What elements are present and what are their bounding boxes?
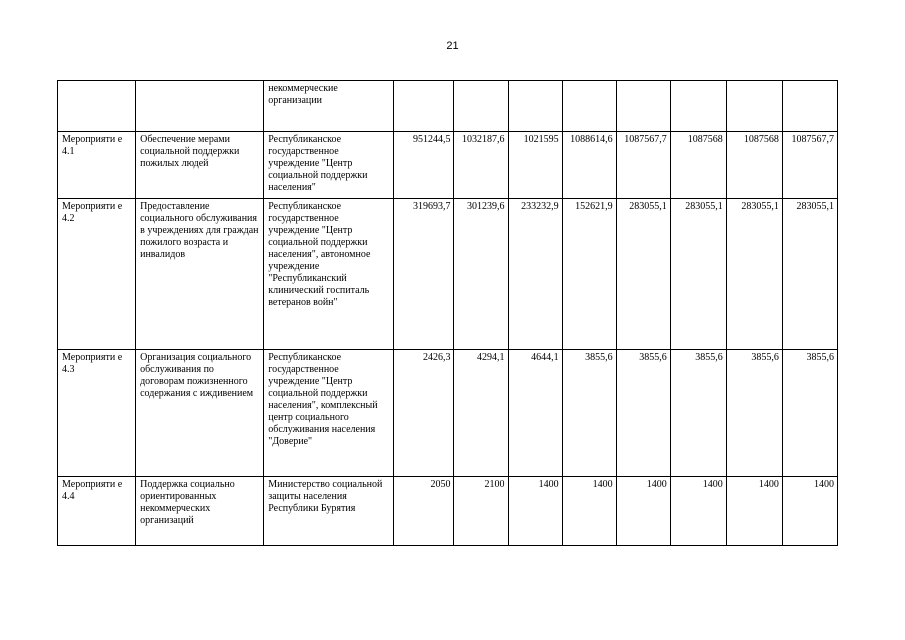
cell-value: 1400 xyxy=(726,477,782,546)
cell-executor: Министерство социальной защиты населения Республики Бурятия xyxy=(264,477,394,546)
cell-value: 301239,6 xyxy=(454,199,508,350)
cell-value: 4294,1 xyxy=(454,350,508,477)
cell-value: 1021595 xyxy=(508,132,562,199)
cell-value: 1400 xyxy=(562,477,616,546)
cell-value: 951244,5 xyxy=(394,132,454,199)
cell-value xyxy=(454,81,508,132)
cell-value: 152621,9 xyxy=(562,199,616,350)
cell-value xyxy=(508,81,562,132)
cell-value: 1088614,6 xyxy=(562,132,616,199)
cell-value: 1400 xyxy=(508,477,562,546)
table-row xyxy=(58,477,838,546)
cell-value: 283055,1 xyxy=(670,199,726,350)
cell-value: 3855,6 xyxy=(670,350,726,477)
cell-value: 2050 xyxy=(394,477,454,546)
cell-value: 2426,3 xyxy=(394,350,454,477)
table-row xyxy=(58,81,838,132)
cell-value xyxy=(562,81,616,132)
cell-event xyxy=(58,81,136,132)
cell-activity-name xyxy=(136,81,264,132)
cell-value xyxy=(726,81,782,132)
page-number: 21 xyxy=(446,40,459,52)
cell-value: 1400 xyxy=(616,477,670,546)
cell-value xyxy=(616,81,670,132)
cell-value: 3855,6 xyxy=(562,350,616,477)
cell-value: 1087567,7 xyxy=(782,132,837,199)
cell-value: 1400 xyxy=(670,477,726,546)
table-row xyxy=(58,199,838,350)
program-events-table xyxy=(57,80,838,546)
cell-activity-name: Обеспечение мерами социальной поддержки пожилых людей xyxy=(136,132,264,199)
cell-value: 283055,1 xyxy=(616,199,670,350)
cell-event: Мероприяти е 4.1 xyxy=(58,132,136,199)
cell-value: 3855,6 xyxy=(782,350,837,477)
cell-value: 319693,7 xyxy=(394,199,454,350)
cell-value: 1087568 xyxy=(726,132,782,199)
table-body xyxy=(58,81,838,546)
cell-executor: Республиканское государственное учреждение "Центр социальной поддержки населения", автономное учреждение "Республиканский клинический госпиталь ветеранов войн" xyxy=(264,199,394,350)
cell-value: 283055,1 xyxy=(726,199,782,350)
cell-value: 3855,6 xyxy=(616,350,670,477)
cell-executor: некоммерческие организации xyxy=(264,81,394,132)
cell-value: 1087567,7 xyxy=(616,132,670,199)
cell-event: Мероприяти е 4.3 xyxy=(58,350,136,477)
cell-value: 283055,1 xyxy=(782,199,837,350)
cell-value: 2100 xyxy=(454,477,508,546)
table-row xyxy=(58,132,838,199)
cell-value xyxy=(394,81,454,132)
cell-value xyxy=(782,81,837,132)
cell-activity-name: Организация социального обслуживания по договорам пожизненного содержания с иждивением xyxy=(136,350,264,477)
cell-value: 1087568 xyxy=(670,132,726,199)
cell-value: 3855,6 xyxy=(726,350,782,477)
cell-value xyxy=(670,81,726,132)
cell-value: 233232,9 xyxy=(508,199,562,350)
cell-value: 1032187,6 xyxy=(454,132,508,199)
cell-activity-name: Предоставление социального обслуживания в учреждениях для граждан пожилого возраста и инвалидов xyxy=(136,199,264,350)
table-row xyxy=(58,350,838,477)
cell-value: 1400 xyxy=(782,477,837,546)
cell-event: Мероприяти е 4.2 xyxy=(58,199,136,350)
cell-executor: Республиканское государственное учреждение "Центр социальной поддержки населения" xyxy=(264,132,394,199)
cell-executor: Республиканское государственное учреждение "Центр социальной поддержки населения", комплексный центр социального обслуживания населения "Доверие" xyxy=(264,350,394,477)
cell-event: Мероприяти е 4.4 xyxy=(58,477,136,546)
cell-value: 4644,1 xyxy=(508,350,562,477)
cell-activity-name: Поддержка социально ориентированных некоммерческих организаций xyxy=(136,477,264,546)
